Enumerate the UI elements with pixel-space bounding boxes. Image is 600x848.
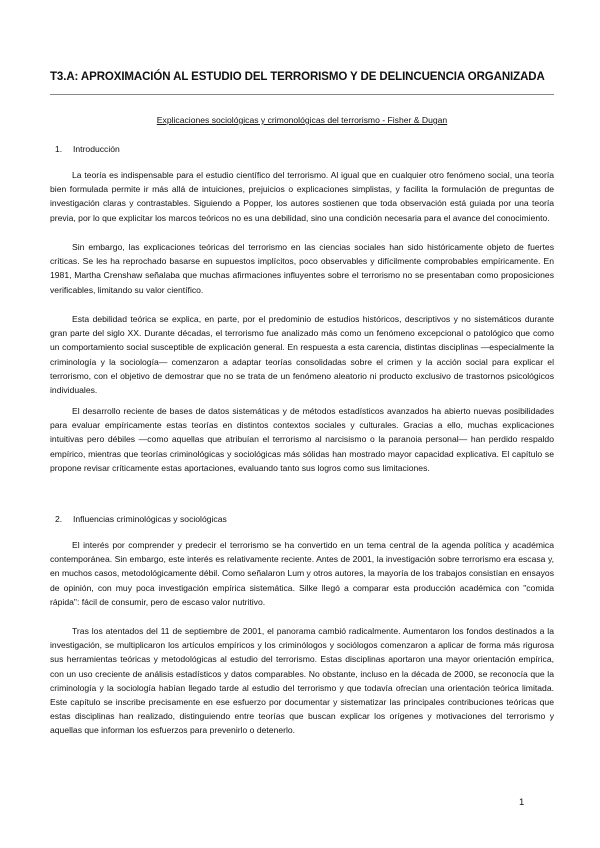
document-title: T3.A: APROXIMACIÓN AL ESTUDIO DEL TERRORISMO Y DE DELINCUENCIA ORGANIZADA	[50, 71, 545, 83]
section-heading-introduccion	[55, 144, 120, 154]
paragraph-text: El desarrollo reciente de bases de datos sistemáticas y de métodos estadísticos avanzados ha abierto nuevas posibilidades para evaluar empíricamente estas teorías en distintos contextos sociales y culturales. Gracias a ello, muchas explicaciones intuitivas pero débiles —como aquellas que atribuían el terrorismo al narcisismo o la paranoia personal— han perdido respaldo empírico, mientras que teorías criminológicas y sociológicas más sólidas han mostrado mayor capacidad explicativa. El capítulo se propone revisar críticamente estas aportaciones, evaluando tanto sus logros como sus limitaciones.	[50, 406, 554, 473]
section-number: 2.	[55, 514, 63, 524]
paragraph-text: Esta debilidad teórica se explica, en parte, por el predominio de estudios históricos, descriptivos y no sistemáticos durante gran parte del siglo XX. Durante décadas, el terrorismo fue analizado más como un fenómeno excepcional o patológico que como un comportamiento social susceptible de explicación general. En respuesta a esta carencia, distintas disciplinas —especialmente la criminología y la sociología— comenzaron a adaptar teorías consolidadas sobre el crimen y la acción social para explicar el terrorismo, con el objetivo de demostrar que no se trata de un fenómeno aleatorio ni producto exclusivo de trastornos psicológicos individuales.	[50, 314, 554, 396]
document-subtitle: Explicaciones sociológicas y crimonológicas del terrorismo - Fisher & Dugan	[156, 115, 448, 125]
title-underline-rule	[50, 94, 554, 95]
section-title: Influencias criminológicas y sociológicas	[73, 514, 227, 524]
paragraph-text: Tras los atentados del 11 de septiembre de 2001, el panorama cambió radicalmente. Aumentaron los fondos destinados a la investigación, se multiplicaron los artículos empíricos y los criminólogos y sociólogos comenzaron a aplicar de forma más rigurosa sus herramientas teóricas y metodológicas al estudio del terrorismo. Estas disciplinas aportaron una mayor orientación empírica, con un uso creciente de análisis estadísticos y datos comparables. No obstante, incluso en la década de 2000, se reconocía que la criminología y la sociología habían llegado tarde al estudio del terrorismo y que todavía ofrecían una orientación teórica limitada. Este capítulo se inscribe precisamente en ese esfuerzo por documentar y sistematizar las principales contribuciones teóricas que estas disciplinas han realizado, distinguiendo entre teorías que buscan explicar los orígenes y motivaciones del terrorismo y aquellas que informan los esfuerzos para prevenirlo o detenerlo.	[50, 626, 554, 736]
paragraph	[50, 404, 554, 475]
paragraph	[50, 312, 554, 397]
page-number: 1	[519, 797, 525, 808]
paragraph	[50, 538, 554, 609]
paragraph	[50, 168, 554, 225]
paragraph-text: El interés por comprender y predecir el terrorismo se ha convertido en un tema central de la agenda política y académica contemporánea. Sin embargo, este interés es relativamente reciente. Antes de 2001, la investigación sobre terrorismo era escasa y, en muchos casos, metodológicamente débil. Como señalaron Lum y otros autores, la mayoría de los trabajos consistían en ensayos de opinión, con muy poca investigación empírica sistemática. Silke llegó a comparar esta producción académica con "comida rápida": fácil de consumir, pero de escaso valor nutritivo.	[50, 540, 554, 607]
paragraph-text: Sin embargo, las explicaciones teóricas del terrorismo en las ciencias sociales han sido históricamente objeto de fuertes críticas. Se les ha reprochado basarse en supuestos implícitos, poco observables y difícilmente comprobables empíricamente. En 1981, Martha Crenshaw señalaba que muchas afirmaciones influyentes sobre el terrorismo no se presentaban como proposiciones verificables, limitando su valor científico.	[50, 242, 554, 295]
section-heading-influencias	[55, 514, 227, 524]
section-number: 1.	[55, 144, 63, 154]
section-title: Introducción	[73, 144, 120, 154]
paragraph	[50, 624, 554, 738]
paragraph-text: La teoría es indispensable para el estudio científico del terrorismo. Al igual que en cualquier otro fenómeno social, una teoría bien formulada permite ir más allá de intuiciones, prejuicios o explicaciones simplistas, y facilita la formulación de preguntas de investigación claras y contrastables. Siguiendo a Popper, los autores sostienen que toda observación está guiada por una teoría previa, por lo que explicitar los marcos teóricos no es una debilidad, sino una condición necesaria para el avance del conocimiento.	[50, 170, 554, 223]
paragraph	[50, 240, 554, 297]
